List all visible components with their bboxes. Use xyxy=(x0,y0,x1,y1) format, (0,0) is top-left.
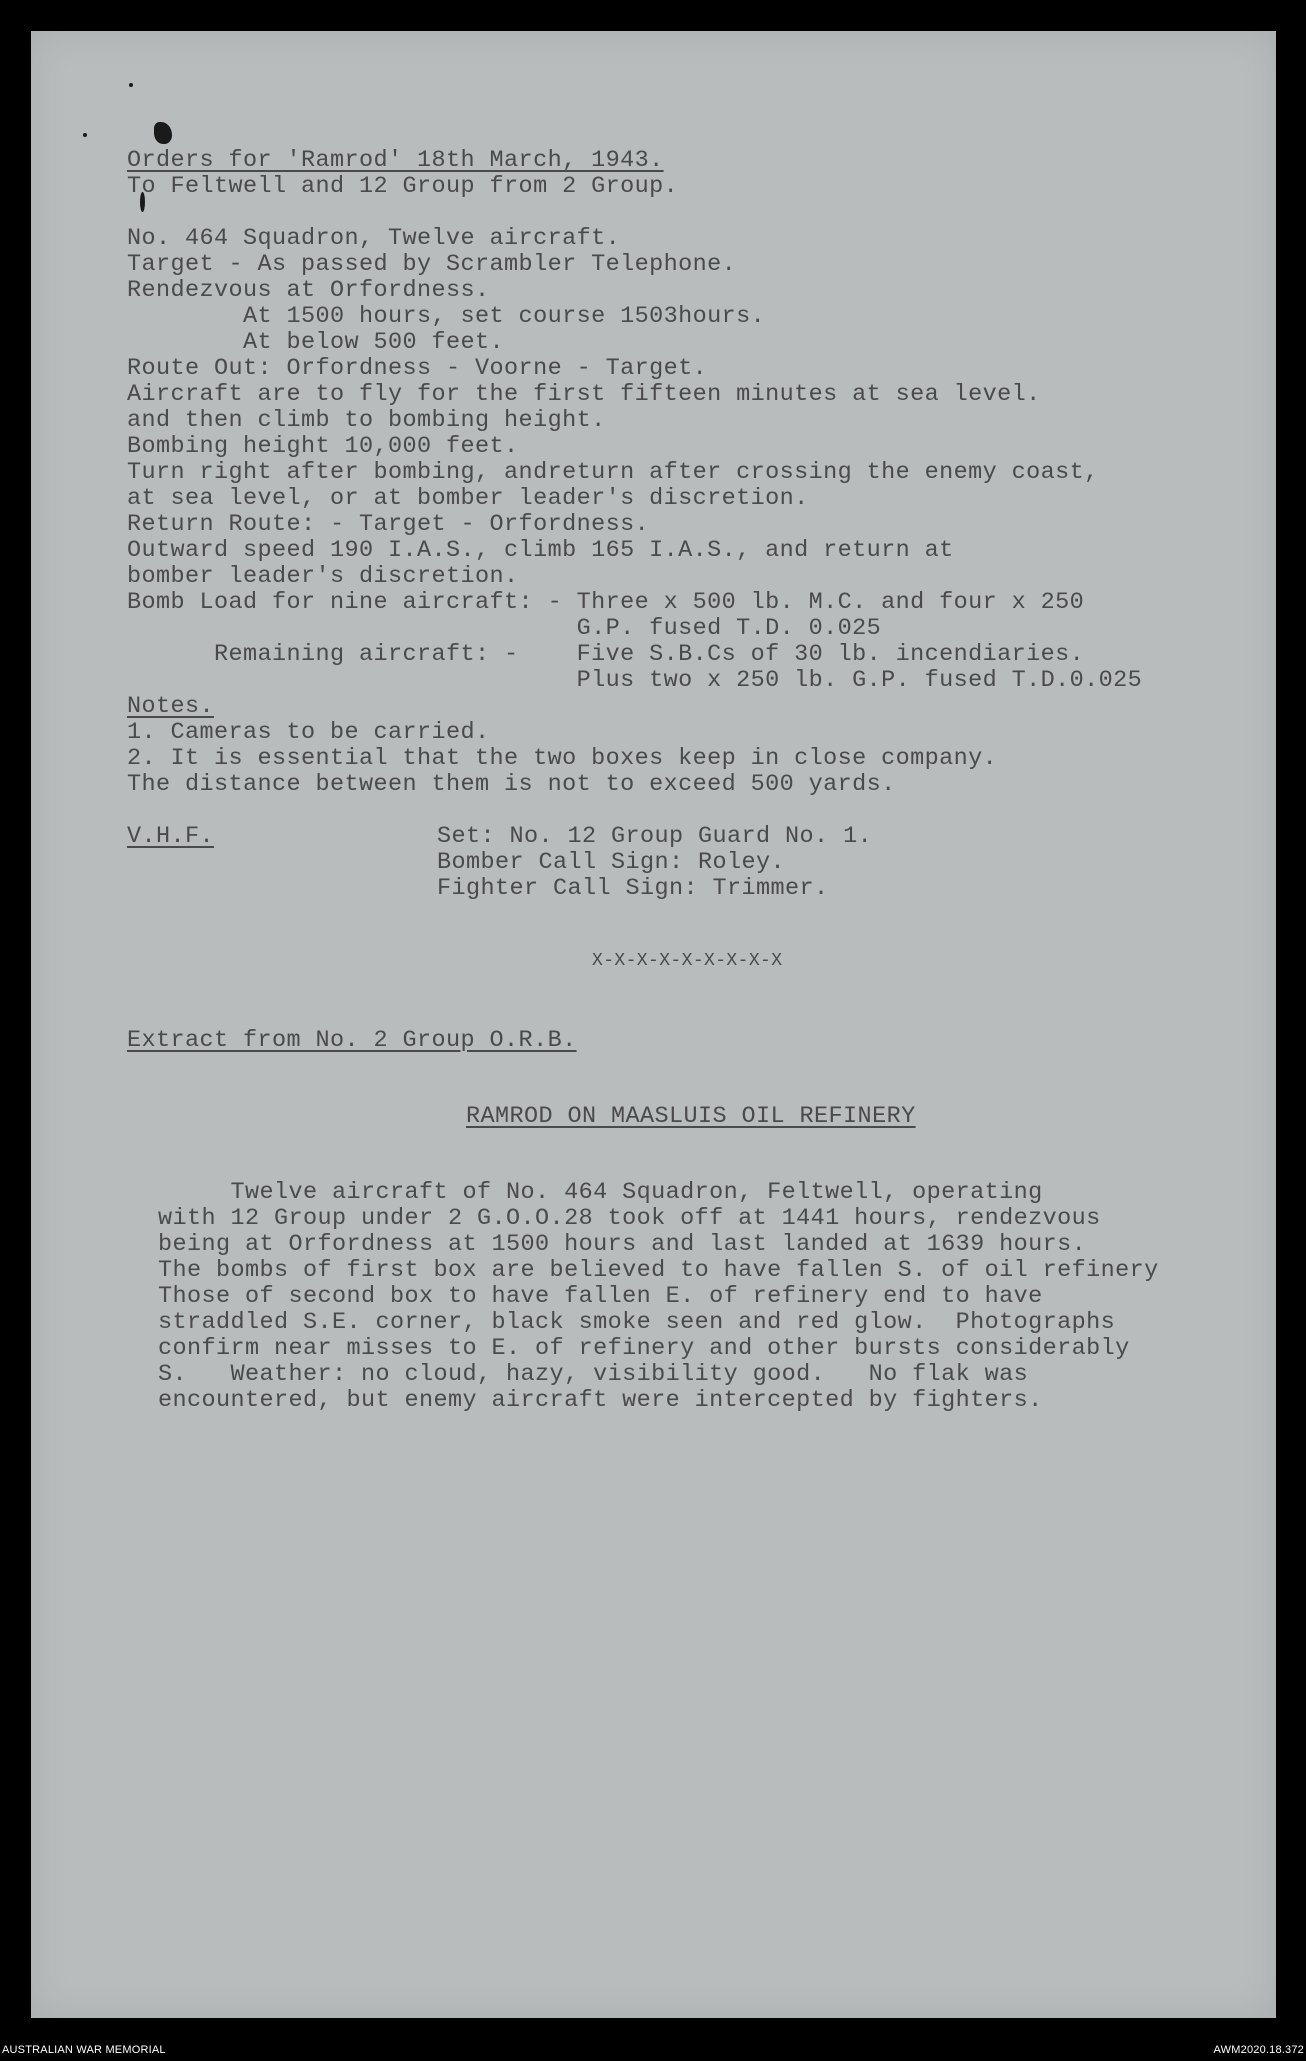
report-line: being at Orfordness at 1500 hours and last landed at 1639 hours. xyxy=(158,1231,1087,1258)
order-line: and then climb to bombing height. xyxy=(127,407,606,434)
note-line: The distance between them is not to exceed 500 yards. xyxy=(127,771,896,798)
report-line: with 12 Group under 2 G.O.O.28 took off at 1441 hours, rendezvous xyxy=(158,1205,1101,1232)
footer-catalogue-number: AWM2020.18.372 xyxy=(1213,2044,1304,2056)
order-line: Turn right after bombing, andreturn after crossing the enemy coast, xyxy=(127,459,1099,486)
report-line: encountered, but enemy aircraft were intercepted by fighters. xyxy=(158,1387,1043,1414)
order-line: Remaining aircraft: - Five S.B.Cs of 30 lb. incendiaries. xyxy=(127,641,1085,668)
vhf-line: Fighter Call Sign: Trimmer. xyxy=(437,875,829,902)
report-line: Those of second box to have fallen E. of refinery end to have xyxy=(158,1283,1043,1310)
heading-line-2: To Feltwell and 12 Group from 2 Group. xyxy=(127,173,679,200)
order-line: Bomb Load for nine aircraft: - Three x 500 lb. M.C. and four x 250 xyxy=(127,589,1085,616)
heading-line-1: Orders for 'Ramrod' 18th March, 1943. xyxy=(127,147,664,174)
order-line: Return Route: - Target - Orfordness. xyxy=(127,511,650,538)
ink-mark xyxy=(83,133,87,137)
order-line: Aircraft are to fly for the first fifteen minutes at sea level. xyxy=(127,381,1041,408)
order-line: Rendezvous at Orfordness. xyxy=(127,277,490,304)
order-line: At 1500 hours, set course 1503hours. xyxy=(127,303,766,330)
report-line: The bombs of first box are believed to have fallen S. of oil refinery xyxy=(158,1257,1159,1284)
order-line: G.P. fused T.D. 0.025 xyxy=(127,615,882,642)
report-line: straddled S.E. corner, black smoke seen and red glow. Photographs xyxy=(158,1309,1116,1336)
ink-mark xyxy=(129,83,133,87)
order-line: Plus two x 250 lb. G.P. fused T.D.0.025 xyxy=(127,667,1143,694)
extract-heading: Extract from No. 2 Group O.R.B. xyxy=(127,1027,577,1054)
footer-institution: AUSTRALIAN WAR MEMORIAL xyxy=(2,2044,166,2056)
report-title: RAMROD ON MAASLUIS OIL REFINERY xyxy=(466,1103,916,1130)
vhf-line: Bomber Call Sign: Roley. xyxy=(437,849,786,876)
order-line: at sea level, or at bomber leader's discretion. xyxy=(127,485,809,512)
report-line: Twelve aircraft of No. 464 Squadron, Feltwell, operating xyxy=(158,1179,1043,1206)
report-line: S. Weather: no cloud, hazy, visibility good. No flak was xyxy=(158,1361,1029,1388)
order-line: bomber leader's discretion. xyxy=(127,563,519,590)
order-line: No. 464 Squadron, Twelve aircraft. xyxy=(127,225,621,252)
notes-heading: Notes. xyxy=(127,693,215,720)
vhf-line: Set: No. 12 Group Guard No. 1. xyxy=(437,823,873,850)
order-line: At below 500 feet. xyxy=(127,329,505,356)
order-line: Target - As passed by Scrambler Telephone. xyxy=(127,251,737,278)
order-line: Route Out: Orfordness - Voorne - Target. xyxy=(127,355,708,382)
note-line: 2. It is essential that the two boxes keep in close company. xyxy=(127,745,998,772)
vhf-label: V.H.F. xyxy=(127,823,215,850)
separator: X-X-X-X-X-X-X-X-X xyxy=(592,951,783,971)
order-line: Outward speed 190 I.A.S., climb 165 I.A.S., and return at xyxy=(127,537,954,564)
order-line: Bombing height 10,000 feet. xyxy=(127,433,519,460)
report-line: confirm near misses to E. of refinery and other bursts considerably xyxy=(158,1335,1130,1362)
note-line: 1. Cameras to be carried. xyxy=(127,719,490,746)
